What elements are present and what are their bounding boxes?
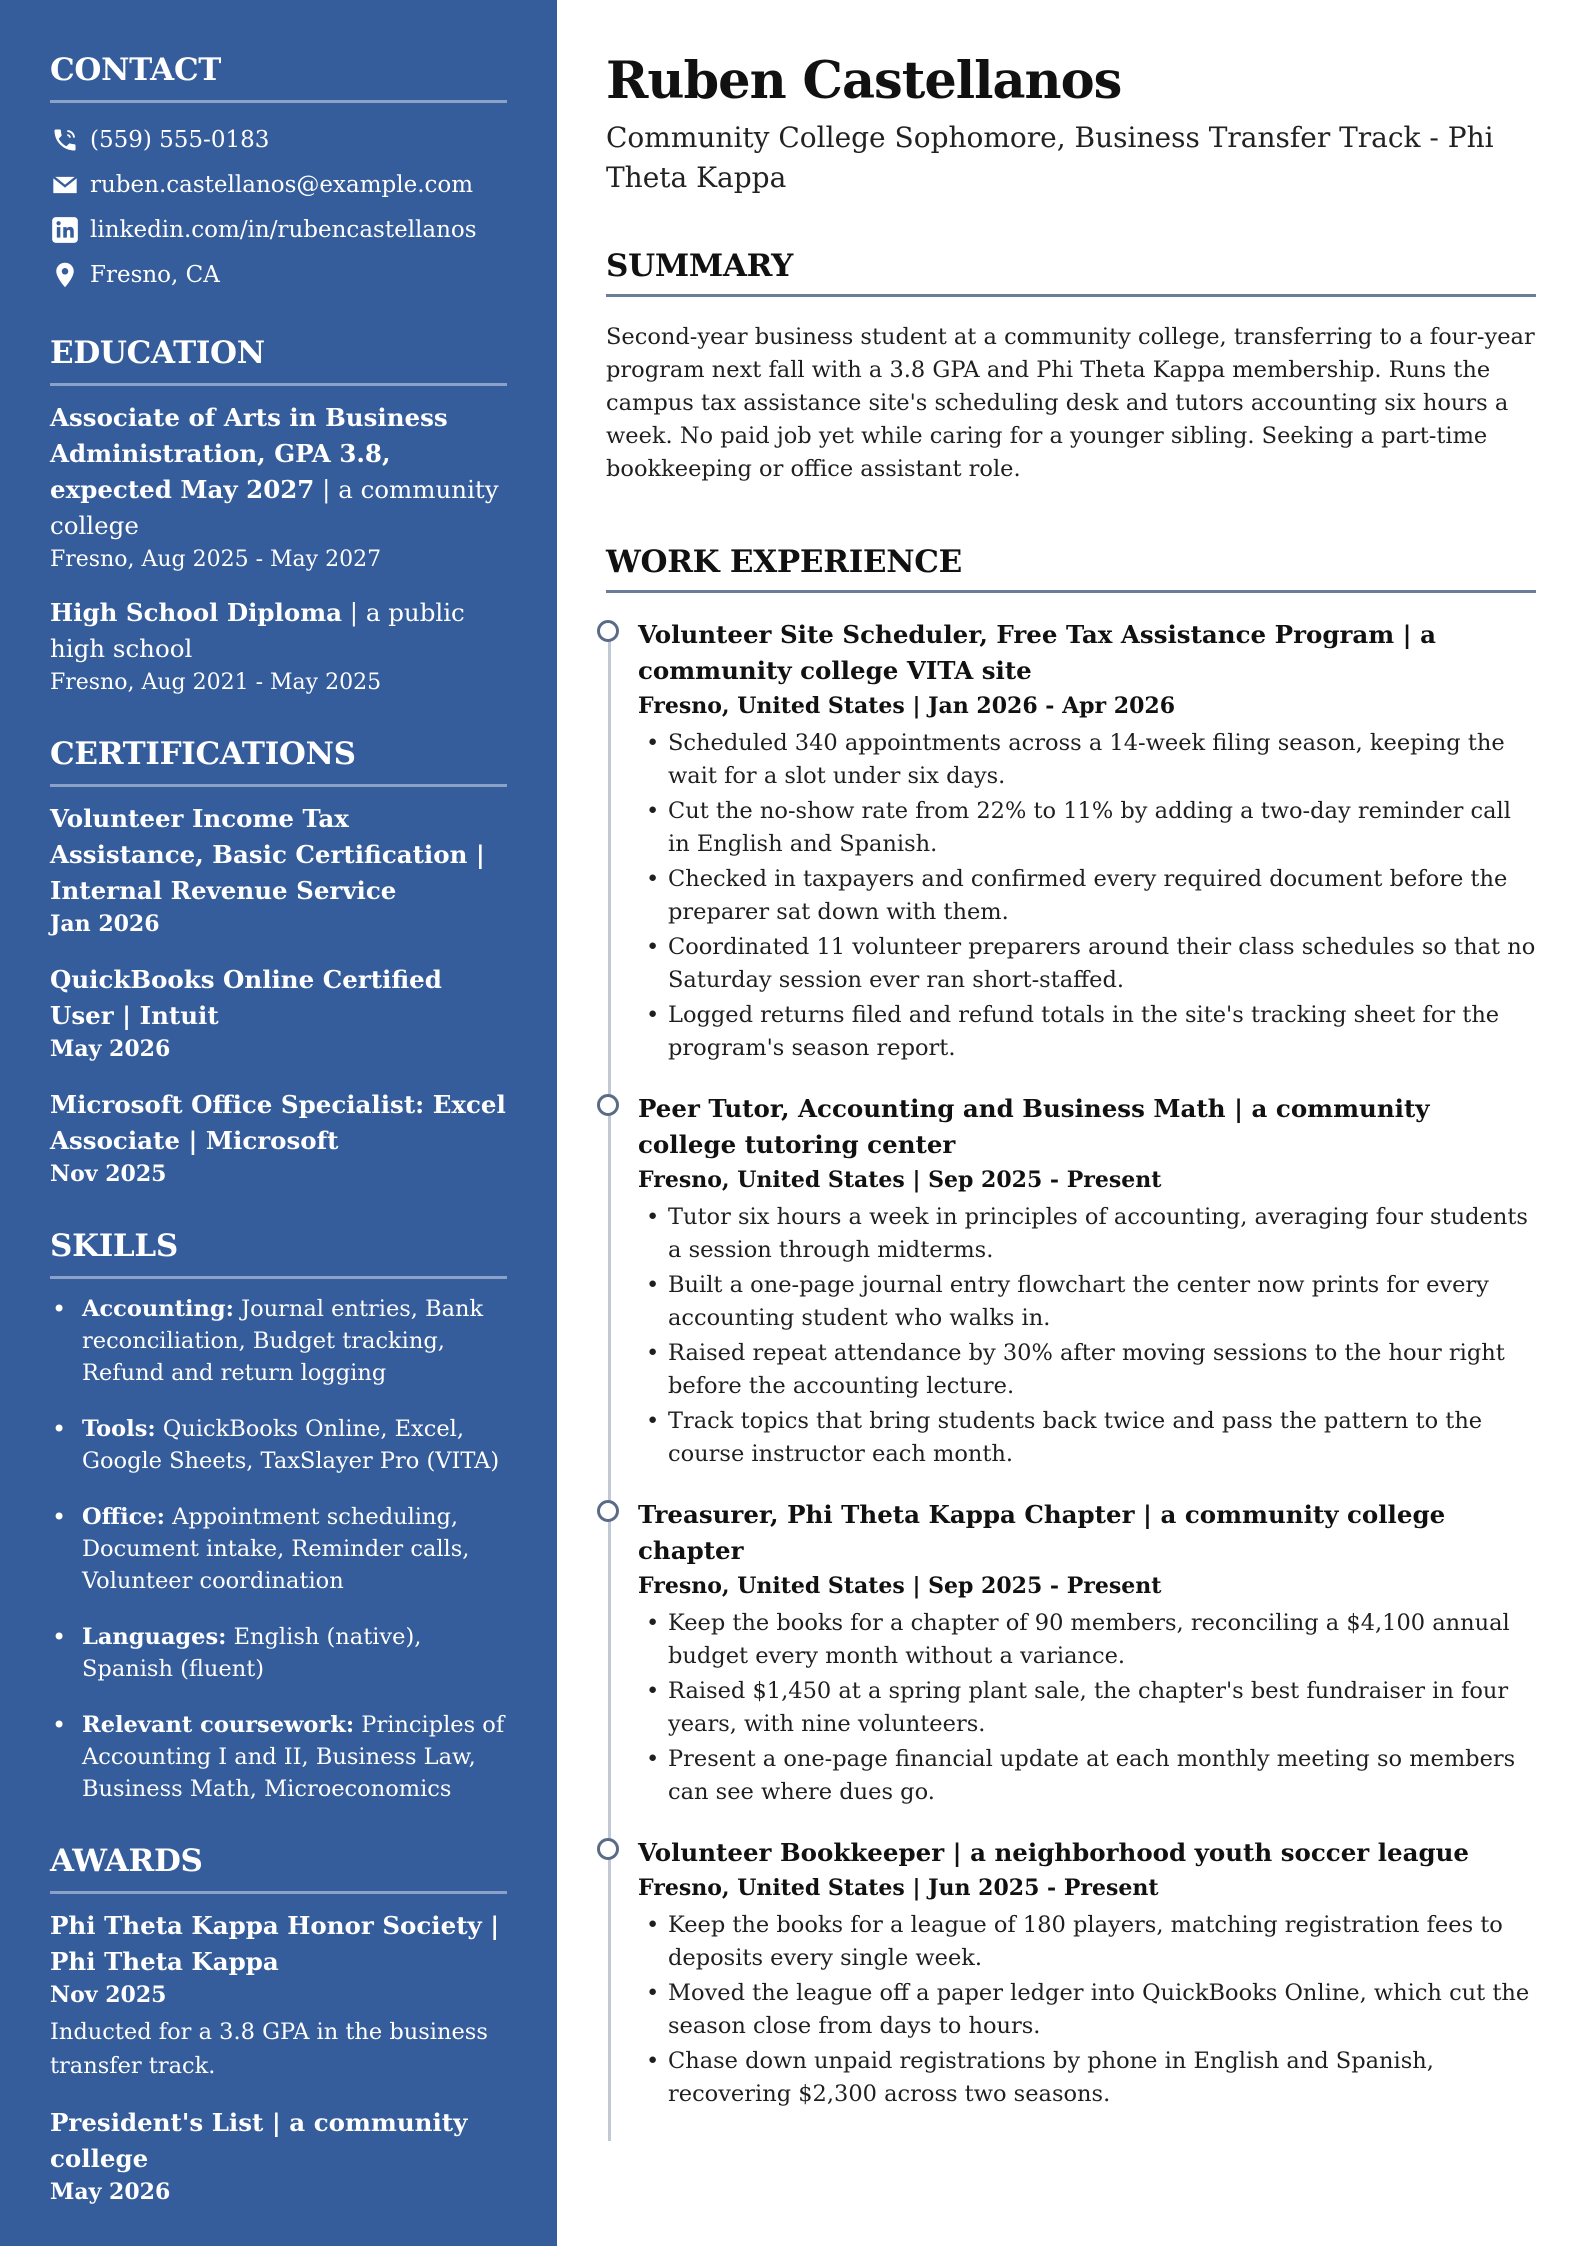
job-bullet: • Raised $1,450 at a spring plant sale, the chapter's best fundraiser in four years, with nine volunteers. — [638, 1675, 1536, 1741]
certifications-heading: CERTIFICATIONS — [50, 736, 507, 787]
education-heading: EDUCATION — [50, 335, 507, 386]
email-icon — [50, 170, 80, 200]
job-entry — [638, 1091, 1536, 1471]
job-title: Peer Tutor, Accounting and Business Math | a community college tutoring center — [638, 1094, 1430, 1159]
job-bullet: • Coordinated 11 volunteer preparers around their class schedules so that no Saturday session ever ran short-staffed. — [638, 931, 1536, 997]
contact-email[interactable] — [50, 162, 507, 207]
job-location-dates: Fresno, United States | Jan 2026 - Apr 2026 — [638, 693, 1176, 719]
award-title: Phi Theta Kappa Honor Society | Phi Theta Kappa — [50, 1911, 500, 1976]
job-entry — [638, 617, 1536, 1065]
experience-heading: WORK EXPERIENCE — [606, 544, 1536, 593]
skills-list — [50, 1293, 507, 1805]
certification-date: Nov 2025 — [50, 1161, 167, 1187]
timeline-line — [608, 631, 611, 2141]
education-item — [50, 400, 507, 575]
certification-title: QuickBooks Online Certified User | Intuit — [50, 965, 442, 1030]
job-bullet: • Chase down unpaid registrations by phone in English and Spanish, recovering $2,300 across two seasons. — [638, 2045, 1536, 2111]
certification-date: May 2026 — [50, 1036, 171, 1062]
job-bullet: • Moved the league off a paper ledger into QuickBooks Online, which cut the season close from days to hours. — [638, 1977, 1536, 2043]
job-bullet: • Logged returns filed and refund totals in the site's tracking sheet for the program's season report. — [638, 999, 1536, 1065]
job-bullet: • Built a one-page journal entry flowchart the center now prints for every accounting student who walks in. — [638, 1269, 1536, 1335]
education-item — [50, 595, 507, 698]
skills-section — [50, 1228, 507, 1805]
experience-timeline — [606, 617, 1536, 2111]
education-title: Associate of Arts in Business Administration, GPA 3.8, expected May 2027 | a community college — [50, 403, 499, 540]
job-bullet: • Keep the books for a league of 180 players, matching registration fees to deposits every single week. — [638, 1909, 1536, 1975]
bullet-icon: • — [52, 1623, 67, 1651]
candidate-headline: Community College Sophomore, Business Transfer Track - Phi Theta Kappa — [606, 121, 1494, 194]
certification-item — [50, 801, 507, 940]
contact-linkedin-text: linkedin.com/in/rubencastellanos — [90, 216, 477, 243]
award-item — [50, 1908, 507, 2083]
certification-date: Jan 2026 — [50, 911, 160, 937]
certification-title: Microsoft Office Specialist: Excel Associate | Microsoft — [50, 1090, 506, 1155]
job-bullet: • Checked in taxpayers and confirmed every required document before the preparer sat down with them. — [638, 863, 1536, 929]
contact-section — [50, 52, 507, 297]
certifications-section — [50, 736, 507, 1190]
awards-section — [50, 1843, 507, 2208]
job-bullet: • Present a one-page financial update at each monthly meeting so members can see where dues go. — [638, 1743, 1536, 1809]
summary-text: Second-year business student at a community college, transferring to a four-year program next fall with a 3.8 GPA and Phi Theta Kappa membership. Runs the campus tax assistance site's scheduling desk and tutors accounting six hours a week. No paid job yet while caring for a younger sibling. Seeking a part-time bookkeeping or office assistant role. — [606, 324, 1535, 482]
contact-location — [50, 252, 507, 297]
candidate-name: Ruben Castellanos — [606, 51, 1122, 111]
certification-item — [50, 1087, 507, 1190]
job-bullets — [638, 1909, 1536, 2111]
job-bullet: • Raised repeat attendance by 30% after moving sessions to the hour right before the accounting lecture. — [638, 1337, 1536, 1403]
awards-heading: AWARDS — [50, 1843, 507, 1894]
timeline-dot-icon — [597, 1838, 619, 1860]
skills-heading: SKILLS — [50, 1228, 507, 1279]
certification-item — [50, 962, 507, 1065]
job-entry — [638, 1835, 1536, 2111]
award-item — [50, 2105, 507, 2208]
skill-item: • Tools: QuickBooks Online, Excel, Google Sheets, TaxSlayer Pro (VITA) — [52, 1415, 500, 1474]
timeline-dot-icon — [597, 1094, 619, 1116]
job-bullets — [638, 727, 1536, 1065]
sidebar — [0, 0, 557, 2246]
skill-item: • Office: Appointment scheduling, Document intake, Reminder calls, Volunteer coordination — [52, 1503, 470, 1594]
job-bullets — [638, 1607, 1536, 1809]
education-section — [50, 335, 507, 698]
award-date: May 2026 — [50, 2179, 171, 2205]
contact-location-text: Fresno, CA — [90, 261, 220, 288]
timeline-dot-icon — [597, 620, 619, 642]
job-title: Volunteer Site Scheduler, Free Tax Assistance Program | a community college VITA site — [638, 620, 1436, 685]
certification-title: Volunteer Income Tax Assistance, Basic Certification | Internal Revenue Service — [50, 804, 485, 905]
bullet-icon: • — [52, 1503, 67, 1531]
award-title: President's List | a community college — [50, 2108, 468, 2173]
job-bullet: • Keep the books for a chapter of 90 members, reconciling a $4,100 annual budget every month without a variance. — [638, 1607, 1536, 1673]
phone-icon — [50, 125, 80, 155]
skill-item: • Languages: English (native), Spanish (fluent) — [52, 1623, 422, 1682]
linkedin-icon — [50, 215, 80, 245]
job-bullet: • Scheduled 340 appointments across a 14-week filing season, keeping the wait for a slot under six days. — [638, 727, 1536, 793]
job-bullet: • Tutor six hours a week in principles of accounting, averaging four students a session through midterms. — [638, 1201, 1536, 1267]
award-date: Nov 2025 — [50, 1982, 167, 2008]
education-location-dates: Fresno, Aug 2021 - May 2025 — [50, 670, 382, 695]
contact-linkedin[interactable] — [50, 207, 507, 252]
contact-phone[interactable] — [50, 117, 507, 162]
summary-heading: SUMMARY — [606, 248, 1536, 297]
skill-item: • Accounting: Journal entries, Bank reconciliation, Budget tracking, Refund and return logging — [52, 1295, 484, 1386]
award-description: Inducted for a 3.8 GPA in the business transfer track. — [50, 2019, 488, 2079]
contact-email-text: ruben.castellanos@example.com — [90, 171, 474, 198]
job-title: Volunteer Bookkeeper | a neighborhood youth soccer league — [638, 1838, 1470, 1867]
contact-heading: CONTACT — [50, 52, 507, 103]
education-location-dates: Fresno, Aug 2025 - May 2027 — [50, 547, 382, 572]
main-content — [606, 48, 1536, 2137]
job-bullet: • Cut the no-show rate from 22% to 11% by adding a two-day reminder call in English and Spanish. — [638, 795, 1536, 861]
timeline-dot-icon — [597, 1500, 619, 1522]
education-title: High School Diploma | a public high school — [50, 598, 465, 663]
job-bullets — [638, 1201, 1536, 1471]
job-bullet: • Track topics that bring students back twice and pass the pattern to the course instructor each month. — [638, 1405, 1536, 1471]
bullet-icon: • — [52, 1711, 67, 1739]
job-location-dates: Fresno, United States | Sep 2025 - Present — [638, 1573, 1162, 1599]
job-location-dates: Fresno, United States | Sep 2025 - Present — [638, 1167, 1162, 1193]
skill-item: • Relevant coursework: Principles of Accounting I and II, Business Law, Business Math, Microeconomics — [52, 1711, 505, 1802]
contact-phone-text: (559) 555-0183 — [90, 126, 270, 153]
job-entry — [638, 1497, 1536, 1809]
location-pin-icon — [50, 260, 80, 290]
job-location-dates: Fresno, United States | Jun 2025 - Present — [638, 1875, 1159, 1901]
job-title: Treasurer, Phi Theta Kappa Chapter | a community college chapter — [638, 1500, 1446, 1565]
bullet-icon: • — [52, 1295, 67, 1323]
bullet-icon: • — [52, 1415, 67, 1443]
